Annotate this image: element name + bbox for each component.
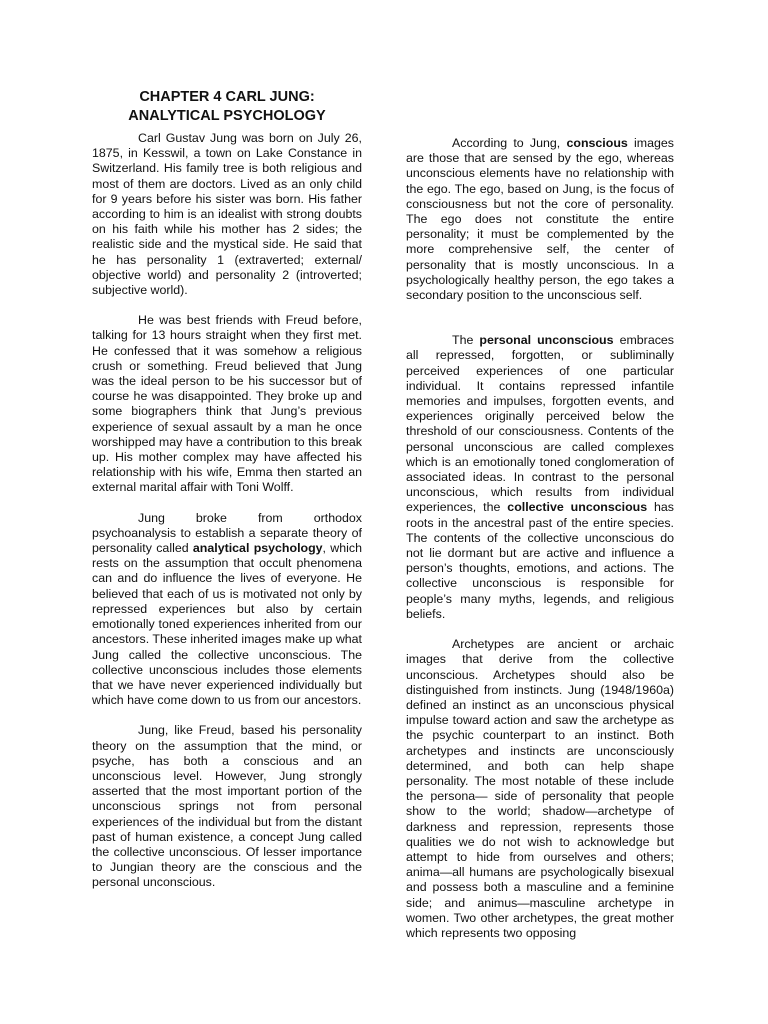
paragraph-psyche-levels: Jung, like Freud, based his personality theory on the assumption that the mind, or psyche, has both a conscious and an unconscious level. However, Jung strongly asserted that the most important portion of the unconscious springs not from personal experiences of the individual but from the distant past of human existence, a concept Jung called the collective unconscious. Of lesser importance to Jungian theory are the conscious and the personal unconscious. (92, 723, 362, 890)
paragraph-archetypes: Archetypes are ancient or archaic images that derive from the collective unconscious. Archetypes should also be distinguished from instincts. Jung (1948/1960a) defined an instinct as an unconscious physical impulse toward action and saw the archetype as the psychic counterpart to an instinct. Both archetypes and instincts are unconsciously determined, and both can help shape personality. The most notable of these include the persona— side of personality that people show to the world; shadow—archetype of darkness and repression, represents those qualities we do not wish to acknowledge but attempt to hide from ourselves and others; anima—all humans are psychologically bisexual and possess both a masculine and a feminine side; and animus—masculine archetype in women. Two other archetypes, the great mother which represents two opposing (406, 637, 674, 940)
paragraph-personal-unconscious (406, 333, 674, 622)
text-run: embraces all repressed, forgotten, or subliminally perceived experiences of one particular individual. It contains repressed infantile memories and impulses, forgotten events, and experiences originally perceived below the threshold of our consciousness. Contents of the personal unconscious are called complexes which is an emotionally toned conglomeration of associated ideas. In contrast to the personal unconscious, which results from individual experiences, the (406, 333, 674, 515)
chapter-title-line-1: CHAPTER 4 CARL JUNG: (139, 89, 315, 105)
bold-term-collective-unconscious: collective unconscious (507, 500, 648, 515)
bold-term-analytical-psychology: analytical psychology (192, 541, 323, 556)
left-column (92, 131, 362, 906)
paragraph-birth: Carl Gustav Jung was born on July 26, 1875, in Kesswil, a town on Lake Constance in Switzerland. His family tree is both religious and most of them are doctors. Lived as an only child for 9 years before his sister was born. His father according to him is an idealist with strong doubts on his faith while his mother has 2 sides; the realistic side and the mystical side. He said that he has personality 1 (extraverted; external/ objective world) and personality 2 (introverted; subjective world). (92, 131, 362, 298)
chapter-title (92, 88, 362, 126)
paragraph-freud: He was best friends with Freud before, talking for 13 hours straight when they first met. He confessed that it was somehow a religious crush or something. Freud believed that Jung was the ideal person to be his successor but of course he was disappointed. They broke up and some biographers think that Jung’s previous experience of sexual assault by a man he once worshipped may have a contribution to this break up. His mother complex may have affected his relationship with his wife, Emma then started an external marital affair with Toni Wolff. (92, 313, 362, 495)
text-run: has roots in the ancestral past of the entire species. The contents of the collective unconscious do not lie dormant but are active and influence a person’s thoughts, emotions, and actions. The collective unconscious is responsible for people’s many myths, legends, and religious beliefs. (406, 500, 674, 621)
paragraph-conscious (406, 136, 674, 303)
text-run: , which rests on the assumption that occult phenomena can and do influence the lives of everyone. He believed that each of us is motivated not only by repressed experiences but also by certain emotionally toned experiences inherited from our ancestors. These inherited images make up what Jung called the collective unconscious. The collective unconscious includes those elements that we have never experienced individually but which have come down to us from our ancestors. (92, 541, 362, 708)
text-run: According to Jung, (452, 136, 567, 150)
paragraph-analytical-psychology (92, 511, 362, 709)
bold-term-personal-unconscious: personal unconscious (479, 333, 614, 348)
text-run: images are those that are sensed by the ego, whereas unconscious elements have no relationship with the ego. The ego, based on Jung, is the focus of consciousness but not the core of personality. The ego does not constitute the entire personality; it must be complemented by the more comprehensive self, the center of personality that is mostly unconscious. In a psychologically healthy person, the ego takes a secondary position to the unconscious self. (406, 136, 674, 303)
chapter-title-line-2: ANALYTICAL PSYCHOLOGY (128, 108, 326, 124)
text-run: Jung broke from orthodox psychoanalysis to establish a separate theory of personality called (92, 510, 362, 556)
bold-term-conscious: conscious (566, 136, 628, 150)
right-column (406, 136, 674, 956)
text-run: The (452, 333, 480, 348)
